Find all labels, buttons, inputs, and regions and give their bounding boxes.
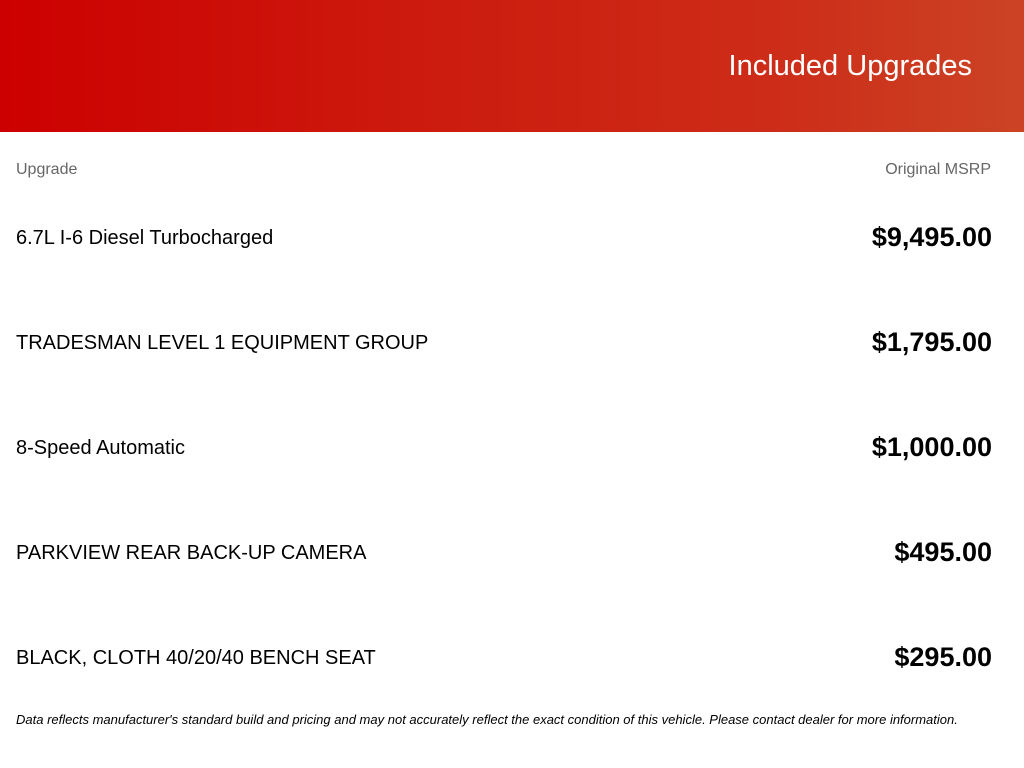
upgrade-name: 8-Speed Automatic bbox=[16, 437, 185, 459]
upgrade-row bbox=[0, 185, 1024, 290]
upgrade-price: $1,795.00 bbox=[871, 327, 992, 357]
header-banner bbox=[0, 0, 1024, 132]
upgrade-row bbox=[0, 500, 1024, 605]
page-title: Included Upgrades bbox=[728, 50, 972, 82]
upgrade-name: TRADESMAN LEVEL 1 EQUIPMENT GROUP bbox=[16, 332, 429, 354]
column-header-upgrade: Upgrade bbox=[16, 161, 78, 178]
upgrade-price: $295.00 bbox=[894, 642, 992, 672]
disclaimer-text: Data reflects manufacturer's standard build and pricing and may not accurately reflect the exact condition of this vehicle. Please contact dealer for more information. bbox=[16, 712, 958, 727]
column-header-msrp: Original MSRP bbox=[885, 161, 991, 178]
upgrade-row bbox=[0, 605, 1024, 710]
upgrade-name: 6.7L I-6 Diesel Turbocharged bbox=[16, 227, 274, 249]
upgrade-row bbox=[0, 290, 1024, 395]
upgrade-price: $1,000.00 bbox=[871, 432, 992, 462]
upgrade-price: $9,495.00 bbox=[871, 222, 992, 252]
upgrade-price: $495.00 bbox=[894, 537, 992, 567]
upgrade-name: BLACK, CLOTH 40/20/40 BENCH SEAT bbox=[16, 647, 376, 669]
upgrade-name: PARKVIEW REAR BACK-UP CAMERA bbox=[16, 542, 367, 564]
upgrade-row bbox=[0, 395, 1024, 500]
upgrades-list bbox=[0, 185, 1024, 710]
